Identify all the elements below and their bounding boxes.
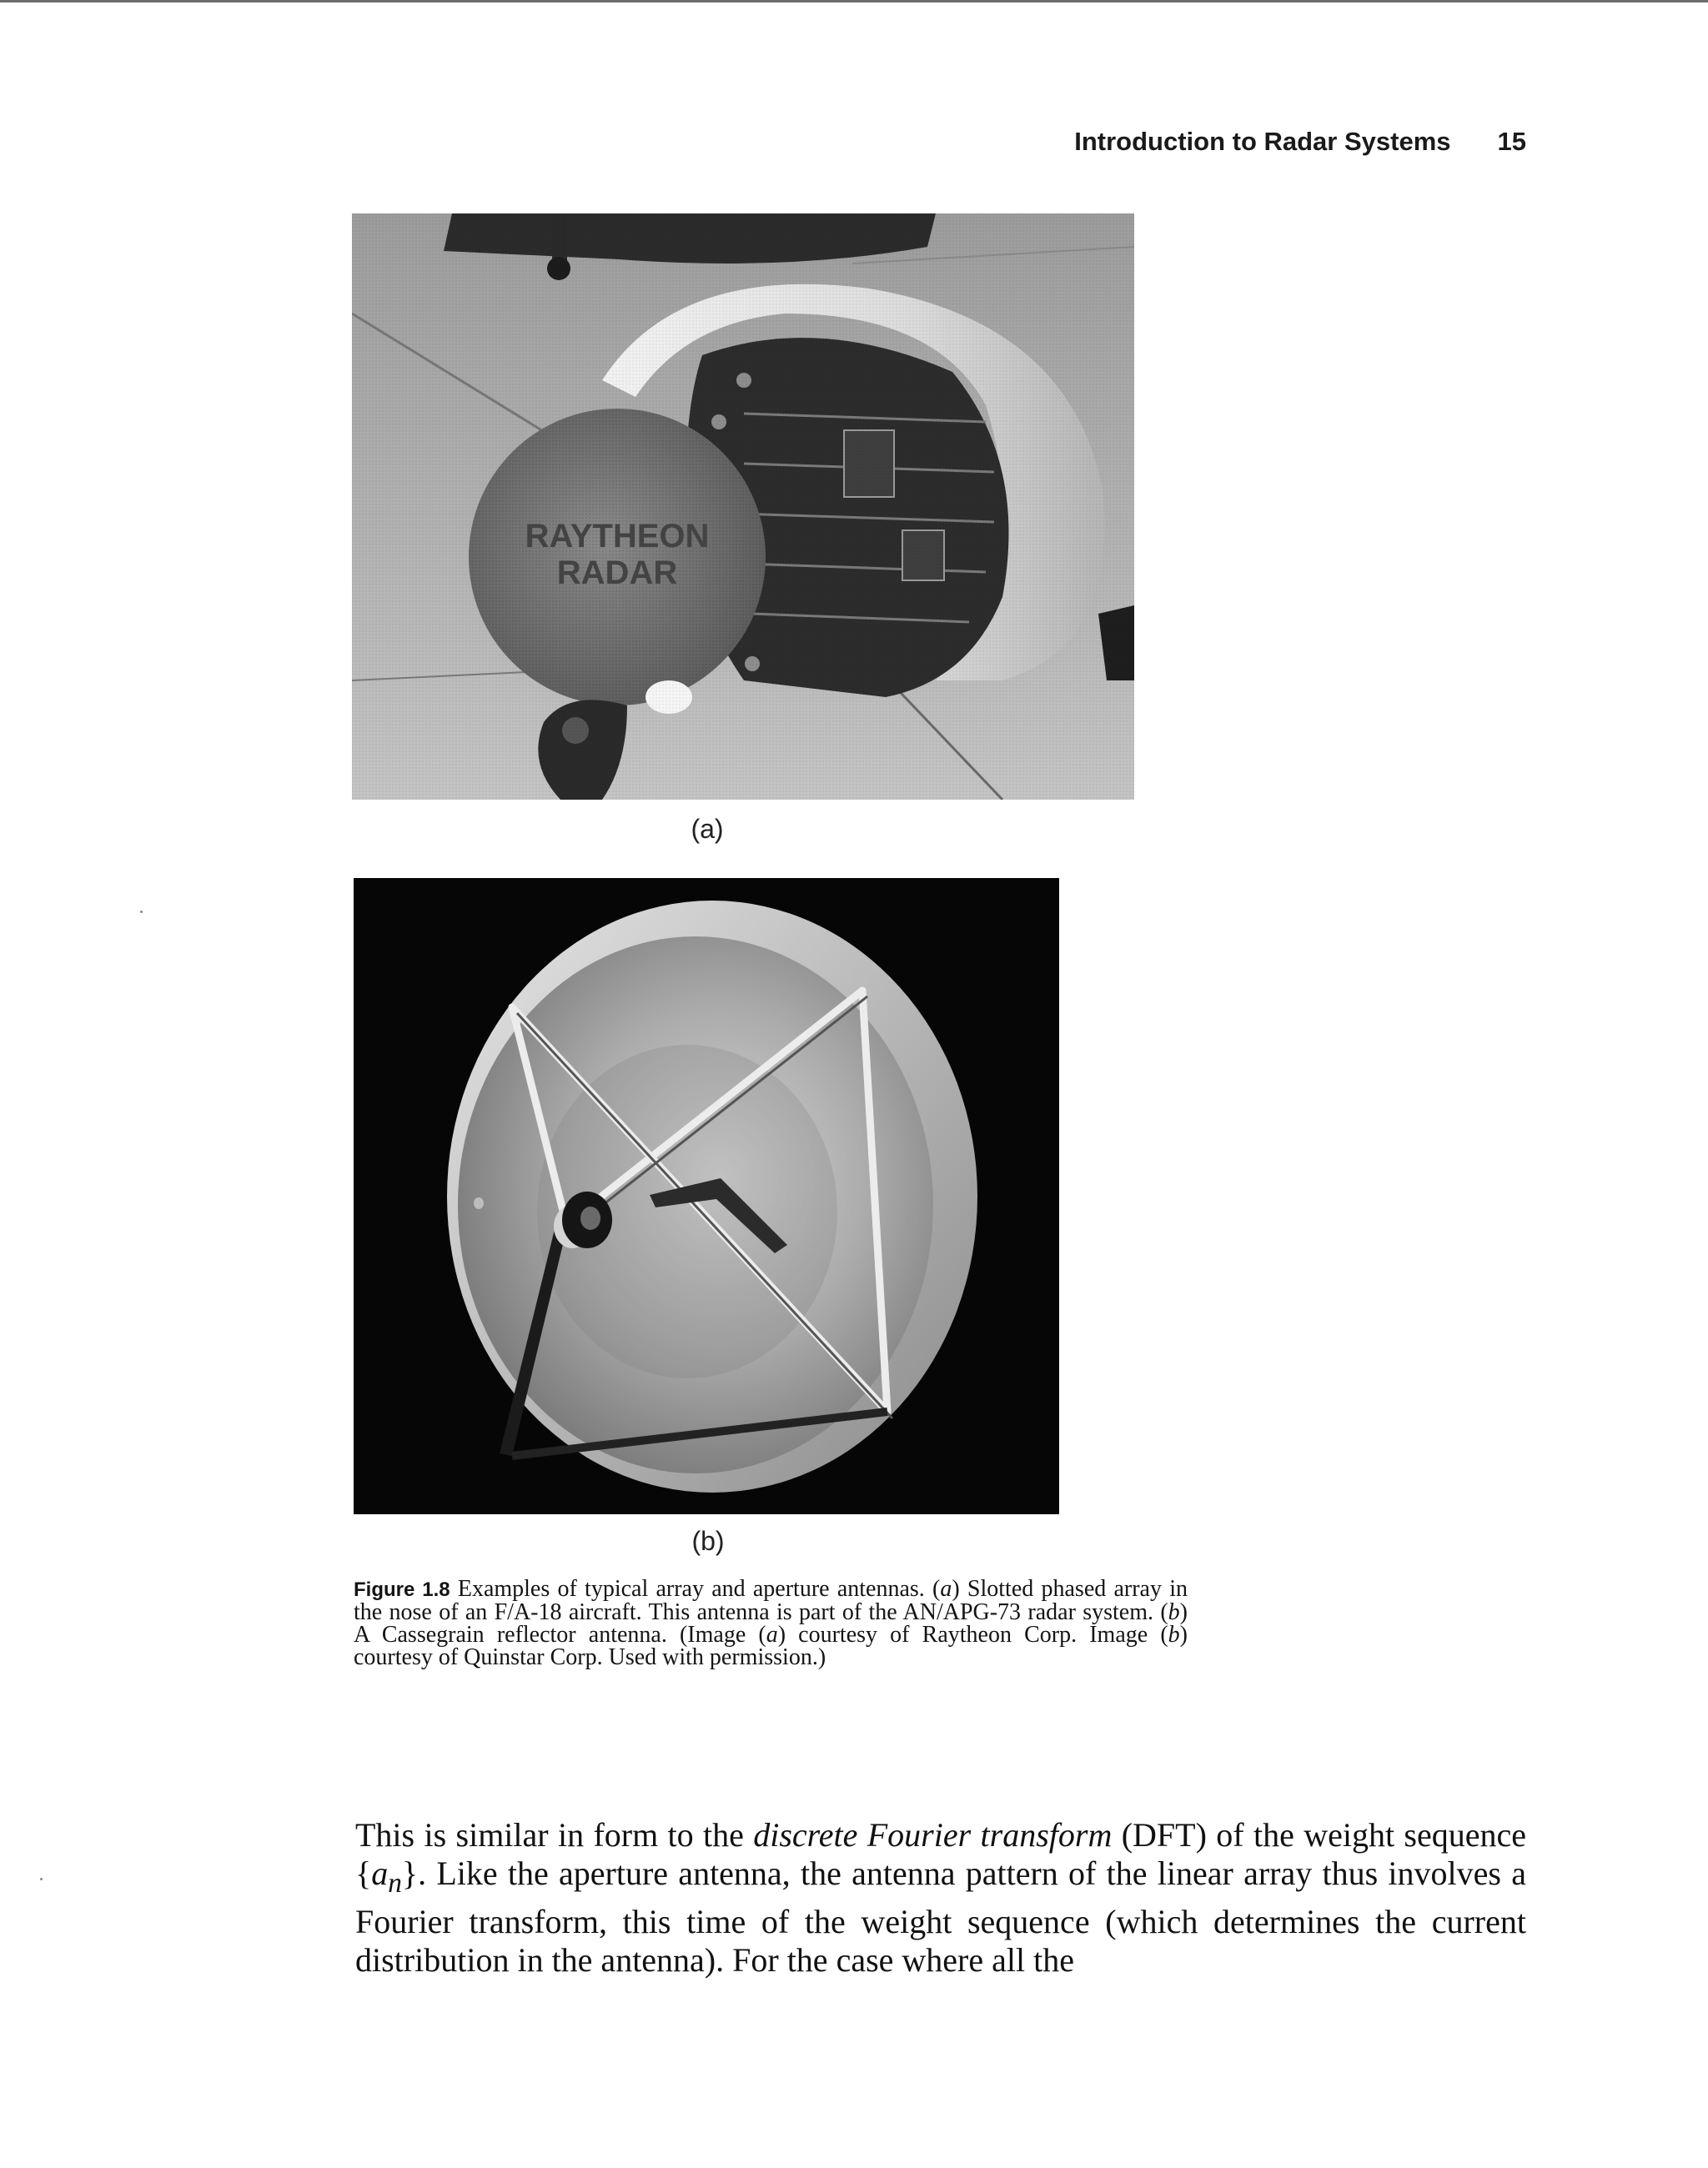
figure-photo-b xyxy=(354,878,1059,1514)
figure-label: Figure 1.8 xyxy=(354,1578,450,1601)
figure-caption xyxy=(354,1578,1188,1669)
scan-speck xyxy=(140,911,143,913)
figure-sublabel-a: (a) xyxy=(691,814,724,844)
running-title: Introduction to Radar Systems xyxy=(1074,127,1451,156)
caption-segment: ) A Cassegrain reflector antenna. (Image ( xyxy=(354,1599,1188,1648)
caption-segment-italic: b xyxy=(1168,1622,1180,1648)
caption-segment: ( xyxy=(932,1576,941,1602)
body-segment: This is similar in form to the xyxy=(355,1816,754,1854)
caption-segment-italic: a xyxy=(940,1576,952,1602)
page-number: 15 xyxy=(1497,127,1526,156)
figure-sublabel-b: (b) xyxy=(691,1526,725,1556)
caption-segment-italic: b xyxy=(1168,1599,1180,1625)
body-paragraph xyxy=(355,1816,1526,1980)
body-segment: (DFT) of the weight sequence { xyxy=(355,1816,1526,1892)
figure-photo-a xyxy=(352,213,1134,800)
running-head xyxy=(1059,127,1526,157)
caption-segment: ) courtesy of Quinstar Corp. Used with permission.) xyxy=(354,1622,1188,1670)
scan-speck xyxy=(40,1878,43,1880)
math-subscript: n xyxy=(388,1868,402,1899)
caption-segment: ) courtesy of Raytheon Corp. Image ( xyxy=(777,1622,1168,1648)
body-segment: }. Like the aperture antenna, the antenna pattern of the linear array thus involves a Fourier transform, this time of the weight sequence (which determines the current distribution in the antenna). For the case where all the xyxy=(355,1854,1526,1979)
caption-segment: Examples of typical array and aperture antennas. xyxy=(450,1576,933,1602)
body-segment-italic: discrete Fourier transform xyxy=(753,1816,1113,1854)
caption-segment: ) Slotted phased array in the nose of an F/A-18 aircraft. This antenna is part of the AN/APG-73 radar system. ( xyxy=(354,1576,1188,1625)
math-variable: a xyxy=(371,1854,389,1892)
top-rule xyxy=(0,0,1708,3)
caption-segment-italic: a xyxy=(766,1622,778,1648)
